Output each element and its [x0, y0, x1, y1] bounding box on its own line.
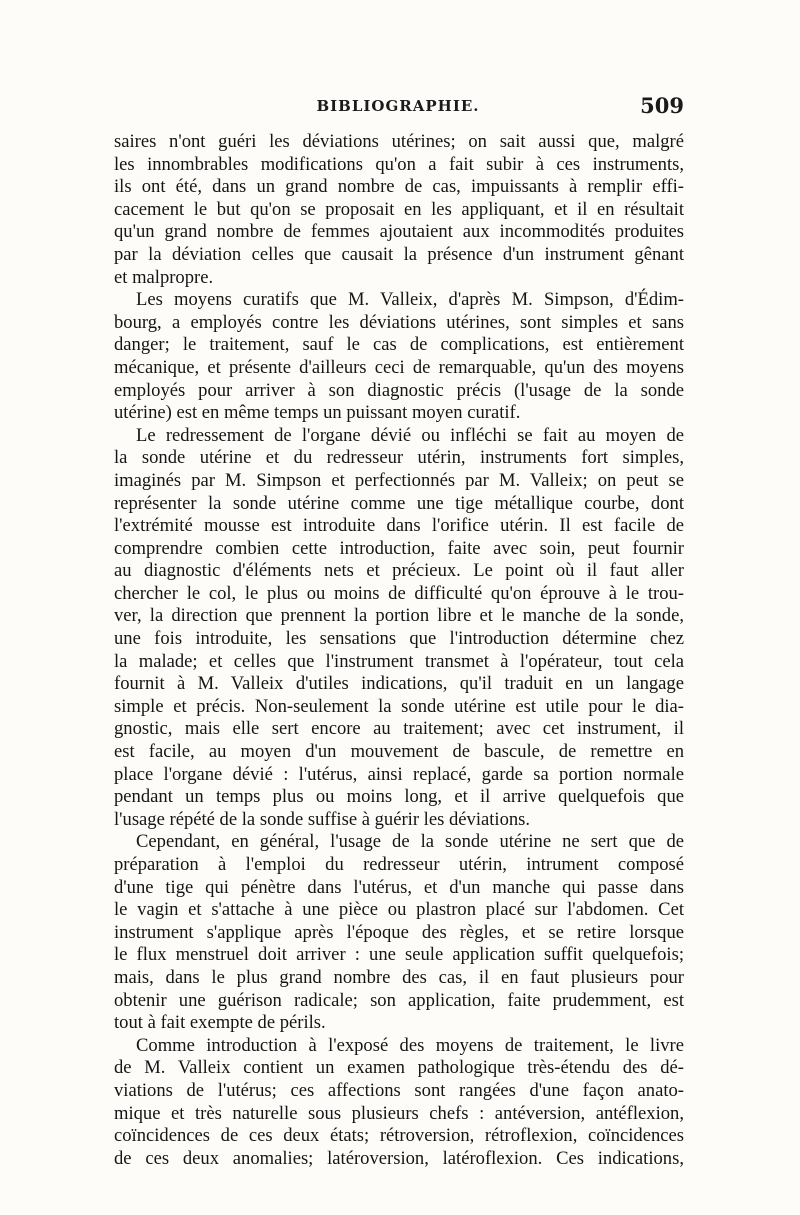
text-line: imaginés par M. Simpson et perfectionnés par M. Valleix; on peut se: [114, 469, 684, 491]
text-line: tout à fait exempte de périls.: [114, 1012, 326, 1034]
text-line: chercher le col, le plus ou moins de difficulté qu'on éprouve à le trou-: [114, 582, 684, 604]
text-line: Cependant, en général, l'usage de la sonde utérine ne sert que de: [136, 831, 684, 853]
text-line: par la déviation celles que causait la présence d'un instrument gênant: [114, 243, 684, 265]
text-line: le flux menstruel doit arriver : une seule application suffit quelquefois;: [114, 944, 684, 966]
text-line: une fois introduite, les sensations que l'introduction détermine chez: [114, 628, 684, 650]
text-line: ver, la direction que prennent la portion libre et le manche de la sonde,: [114, 605, 684, 627]
text-line: utérine) est en même temps un puissant moyen curatif.: [114, 402, 521, 424]
page-number: 509: [640, 93, 684, 118]
text-line: préparation à l'emploi du redresseur utérin, intrument composé: [114, 854, 684, 875]
text-line: gnostic, mais elle sert encore au traitement; avec cet instrument, il: [114, 718, 684, 740]
text-line: représenter la sonde utérine comme une tige métallique courbe, dont: [114, 492, 684, 514]
text-line: employés pour arriver à son diagnostic précis (l'usage de la sonde: [114, 379, 684, 401]
text-line: cacement le but qu'on se proposait en les appliquant, et il en résultait: [114, 198, 684, 220]
text-line: d'une tige qui pénètre dans l'utérus, et d'un manche qui passe dans: [114, 876, 684, 898]
text-line: comprendre combien cette introduction, faite avec soin, peut fournir: [114, 537, 684, 559]
text-line: mécanique, et présente d'ailleurs ceci de remarquable, qu'un des moyens: [114, 356, 684, 378]
text-line: le vagin et s'attache à une pièce ou plastron placé sur l'abdomen. Cet: [114, 899, 684, 921]
text-line: Le redressement de l'organe dévié ou infléchi se fait au moyen de: [136, 424, 684, 446]
text-line: mais, dans le plus grand nombre des cas, il en faut plusieurs pour: [114, 966, 684, 988]
text-line: au diagnostic d'éléments nets et précieux. Le point où il faut aller: [114, 560, 684, 582]
text-line: danger; le traitement, sauf le cas de complications, est entièrement: [114, 334, 684, 356]
text-line: saires n'ont guéri les déviations utérines; on sait aussi que, malgré: [114, 131, 684, 152]
text-line: fournit à M. Valleix d'utiles indications, qu'il traduit en un langage: [114, 673, 684, 695]
running-title: BIBLIOGRAPHIE.: [316, 97, 480, 115]
text-line: bourg, a employés contre les déviations utérines, sont simples et sans: [114, 311, 684, 333]
text-line: simple et précis. Non-seulement la sonde utérine est utile pour le dia-: [114, 695, 684, 717]
text-line: la malade; et celles que l'instrument transmet à l'opérateur, tout cela: [114, 650, 684, 672]
text-line: est facile, au moyen d'un mouvement de bascule, de remettre en: [114, 741, 684, 763]
text-line: de ces deux anomalies; latéroversion, latéroflexion. Ces indications,: [114, 1147, 684, 1169]
text-line: les innombrables modifications qu'on a fait subir à ces instruments,: [114, 153, 684, 175]
text-line: viations de l'utérus; ces affections sont rangées d'une façon anato-: [114, 1079, 684, 1101]
text-line: place l'organe dévié : l'utérus, ainsi replacé, garde sa portion normale: [114, 763, 684, 785]
text-line: Les moyens curatifs que M. Valleix, d'après M. Simpson, d'Édim-: [136, 289, 684, 311]
text-line: qu'un grand nombre de femmes ajoutaient aux incommodités produites: [114, 221, 684, 243]
text-line: pendant un temps plus ou moins long, et il arrive quelquefois que: [114, 786, 684, 808]
text-line: obtenir une guérison radicale; son application, faite prudemment, est: [114, 989, 684, 1011]
text-line: la sonde utérine et du redresseur utérin, instruments fort simples,: [114, 447, 684, 469]
text-line: mique et très naturelle sous plusieurs chefs : antéversion, antéflexion,: [114, 1102, 684, 1124]
text-line: et malpropre.: [114, 266, 214, 288]
text-line: Comme introduction à l'exposé des moyens de traitement, le livre: [136, 1034, 684, 1056]
text-line: coïncidences de ces deux états; rétroversion, rétroflexion, coïncidences: [114, 1125, 684, 1147]
text-line: instrument s'applique après l'époque des règles, et se retire lorsque: [114, 921, 684, 943]
body-text: [114, 131, 684, 1170]
text-line: l'usage répété de la sonde suffise à guérir les déviations.: [114, 808, 531, 830]
text-line: l'extrémité mousse est introduite dans l'orifice utérin. Il est facile de: [114, 515, 684, 537]
page-header: [112, 93, 684, 127]
text-line: ils ont été, dans un grand nombre de cas, impuissants à remplir effi-: [114, 176, 684, 198]
text-line: de M. Valleix contient un examen pathologique très-étendu des dé-: [114, 1057, 684, 1079]
